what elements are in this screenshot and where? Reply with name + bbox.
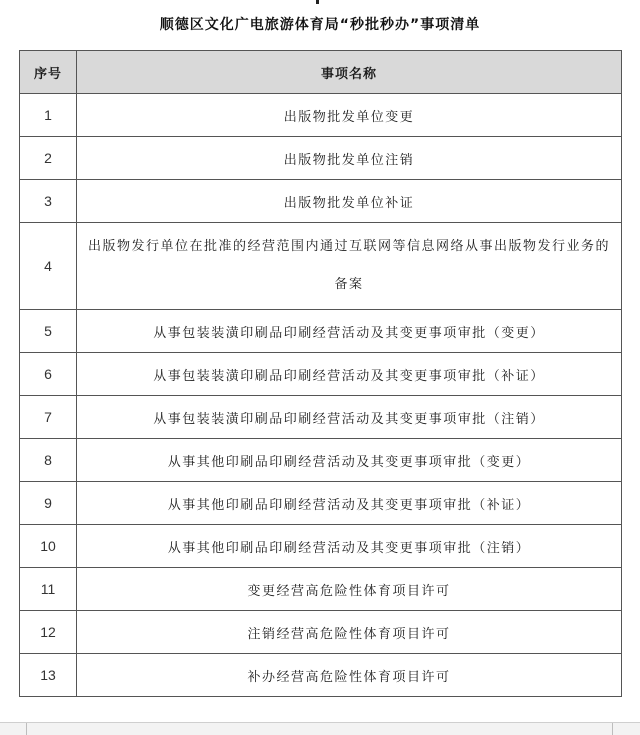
- row-item-name: 出版物批发单位注销: [77, 137, 622, 180]
- table-row: [20, 482, 622, 525]
- row-item-name: 从事其他印刷品印刷经营活动及其变更事项审批（补证）: [77, 482, 622, 525]
- row-item-name: 从事包装装潢印刷品印刷经营活动及其变更事项审批（补证）: [77, 353, 622, 396]
- table-row: [20, 310, 622, 353]
- table-row: [20, 568, 622, 611]
- document-title: 顺德区文化广电旅游体育局“秒批秒办”事项清单: [159, 17, 481, 33]
- row-number: 11: [20, 568, 77, 611]
- row-number: 6: [20, 353, 77, 396]
- table-row: [20, 353, 622, 396]
- bottom-bar-divider: [26, 723, 27, 735]
- table-row: [20, 654, 622, 697]
- row-item-name: 出版物批发单位变更: [77, 94, 622, 137]
- page-top-mark: [316, 0, 319, 4]
- table-row: [20, 611, 622, 654]
- table-row: [20, 525, 622, 568]
- row-item-name: 出版物批发单位补证: [77, 180, 622, 223]
- row-item-name: 从事其他印刷品印刷经营活动及其变更事项审批（变更）: [77, 439, 622, 482]
- table-row: [20, 137, 622, 180]
- viewer-bottom-bar: [0, 722, 640, 735]
- items-table: [19, 50, 622, 697]
- row-number: 2: [20, 137, 77, 180]
- row-item-name: 出版物发行单位在批准的经营范围内通过互联网等信息网络从事出版物发行业务的备案: [77, 223, 622, 310]
- row-item-name: 补办经营高危险性体育项目许可: [77, 654, 622, 697]
- row-number: 13: [20, 654, 77, 697]
- table-row: [20, 94, 622, 137]
- table-row: [20, 223, 622, 310]
- row-item-name: 变更经营高危险性体育项目许可: [77, 568, 622, 611]
- row-number: 7: [20, 396, 77, 439]
- header-serial-number: 序号: [20, 51, 77, 94]
- row-number: 4: [20, 223, 77, 310]
- row-number: 12: [20, 611, 77, 654]
- row-number: 5: [20, 310, 77, 353]
- header-item-name: 事项名称: [77, 51, 622, 94]
- bottom-bar-divider: [612, 723, 613, 735]
- row-item-name: 从事包装装潢印刷品印刷经营活动及其变更事项审批（注销）: [77, 396, 622, 439]
- row-number: 9: [20, 482, 77, 525]
- row-number: 3: [20, 180, 77, 223]
- row-item-name: 注销经营高危险性体育项目许可: [77, 611, 622, 654]
- row-number: 1: [20, 94, 77, 137]
- table-header-row: [20, 51, 622, 94]
- row-number: 8: [20, 439, 77, 482]
- table-row: [20, 439, 622, 482]
- row-item-name: 从事其他印刷品印刷经营活动及其变更事项审批（注销）: [77, 525, 622, 568]
- row-number: 10: [20, 525, 77, 568]
- row-item-name: 从事包装装潢印刷品印刷经营活动及其变更事项审批（变更）: [77, 310, 622, 353]
- table-row: [20, 396, 622, 439]
- table-row: [20, 180, 622, 223]
